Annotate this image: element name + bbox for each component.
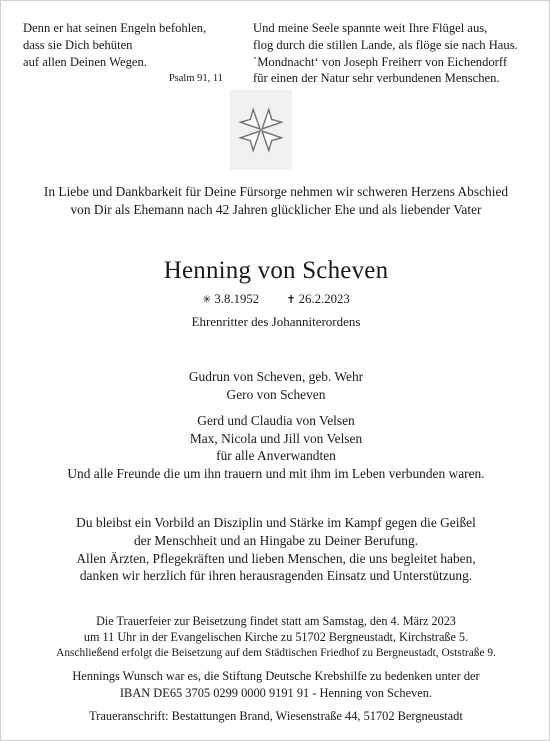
farewell-intro (1, 183, 550, 218)
funeral-details-line: Die Trauerfeier zur Beisetzung findet statt am Samstag, den 4. März 2023 (96, 614, 456, 628)
psalm-quote-line: auf allen Deinen Wegen. (23, 54, 147, 69)
mourner-line: Gero von Scheven (226, 386, 326, 402)
birth-date: 3.8.1952 (214, 292, 260, 306)
birth-star-icon: ✳ (202, 293, 212, 306)
farewell-intro-line: In Liebe und Dankbarkeit für Deine Fürsorge nehmen wir schweren Herzens Abschied (43, 184, 509, 199)
tribute-line: danken wir herzlich für ihren herausragenden Einsatz und Unterstützung. (79, 568, 473, 584)
mourner-line: Und alle Freunde die um ihn trauern und mit ihm im Leben verbunden waren. (67, 465, 485, 481)
poem-quote-line: für einen der Natur sehr verbundenen Menschen. (253, 71, 500, 86)
psalm-quote-line: dass sie Dich behüten (23, 37, 133, 52)
poem-quote-line: Und meine Seele spannte weit Ihre Flügel aus, (253, 21, 488, 35)
funeral-details-line: um 11 Uhr in der Evangelischen Kirche zu 51702 Bergneustadt, Kirchstraße 5. (83, 630, 469, 644)
life-dates (1, 291, 550, 308)
mourner-line: Max, Nicola und Jill von Velsen (189, 430, 363, 446)
johanniter-cross-emblem (230, 90, 292, 170)
death-date: 26.2.2023 (298, 292, 350, 306)
mourning-address: Traueranschrift: Bestattungen Brand, Wiesenstraße 44, 51702 Bergneustadt (89, 709, 463, 723)
funeral-details-line: Anschließend erfolgt die Beisetzung auf dem Städtischen Friedhof zu Bergneustadt, Oststraße 9. (56, 647, 496, 659)
tribute-line: Allen Ärzten, Pflegekräften und lieben Menschen, die uns begleitet haben, (76, 550, 476, 566)
mourners-list (1, 368, 550, 482)
death-date-group (286, 291, 349, 308)
psalm-quote (23, 20, 233, 86)
mourner-line: Gerd und Claudia von Velsen (197, 413, 355, 428)
donation-note (1, 668, 550, 701)
donation-line: IBAN DE65 3705 0299 0000 9191 91 - Henning von Scheven. (119, 685, 433, 700)
mourner-line: Gudrun von Scheven, geb. Wehr (188, 369, 364, 384)
tribute-line: der Menschheit und an Hingabe zu Deiner Berufung. (133, 532, 419, 548)
poem-quote-line: `Mondnacht‘ von Joseph Freiherr von Eichendorff (253, 54, 508, 69)
funeral-details (1, 613, 550, 661)
poem-quote-line: flog durch die stillen Lande, als flöge sie nach Haus. (253, 37, 518, 52)
deceased-name: Henning von Scheven (163, 257, 389, 284)
birth-date-group (202, 291, 259, 308)
honorary-title: Ehrenritter des Johanniterordens (191, 314, 361, 329)
death-cross-icon: ✝ (286, 293, 296, 306)
farewell-intro-line: von Dir als Ehemann nach 42 Jahren glücklicher Ehe und als liebender Vater (70, 201, 482, 217)
tribute-line: Du bleibst ein Vorbild an Disziplin und Stärke im Kampf gegen die Geißel (76, 515, 476, 530)
mourner-line: für alle Anverwandten (216, 448, 336, 463)
poem-quote (253, 20, 543, 87)
johanniter-cross-icon (230, 90, 292, 170)
psalm-quote-line: Denn er hat seinen Engeln befohlen, (23, 21, 207, 35)
tribute-text (1, 514, 550, 585)
donation-line: Hennings Wunsch war es, die Stiftung Deutsche Krebshilfe zu bedenken unter der (72, 669, 480, 683)
psalm-source: Psalm 91, 11 (168, 73, 223, 85)
